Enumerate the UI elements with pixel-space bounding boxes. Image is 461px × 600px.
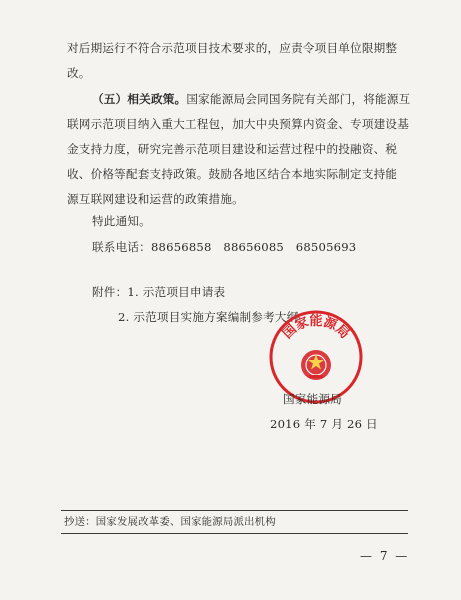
body-line: 源互联网建设和运营的政策措施。 xyxy=(67,192,244,206)
body-line: 金支持力度，研究完善示范项目建设和运营过程中的投融资、税 xyxy=(67,142,398,156)
body-text: 国家能源局会同国务院有关部门，将能源互 xyxy=(186,92,411,106)
attachment-1: 附件：1. 示范项目申请表 xyxy=(92,285,226,299)
seal-lettering: 国家能源局 xyxy=(280,314,352,342)
issue-date: 2016 年 7 月 26 日 xyxy=(270,417,378,431)
footer-rule-bottom xyxy=(61,533,408,534)
body-line: 改。 xyxy=(67,66,91,80)
policy-heading: （五）相关政策。 xyxy=(92,92,187,106)
body-line: 对后期运行不符合示范项目技术要求的，应责令项目单位限期整 xyxy=(67,41,398,55)
cc-line: 抄送：国家发展改革委、国家能源局派出机构 xyxy=(64,516,276,528)
footer-rule-top xyxy=(61,510,408,511)
body-line: 联网示范项目纳入重大工程包，加大中央预算内资金、专项建设基 xyxy=(67,117,410,131)
contact-phone: 联系电话：88656858 88656085 68505693 xyxy=(92,240,357,254)
body-line: 收、价格等配套支持政策。鼓励各地区结合本地实际制定支持能 xyxy=(67,167,398,181)
notice-line: 特此通知。 xyxy=(92,214,151,228)
attachment-2: 2. 示范项目实施方案编制参考大纲 xyxy=(118,310,299,324)
issuer-name: 国家能源局 xyxy=(283,392,342,406)
policy-paragraph-first-line xyxy=(92,91,410,107)
page-number: — 7 — xyxy=(360,549,410,563)
